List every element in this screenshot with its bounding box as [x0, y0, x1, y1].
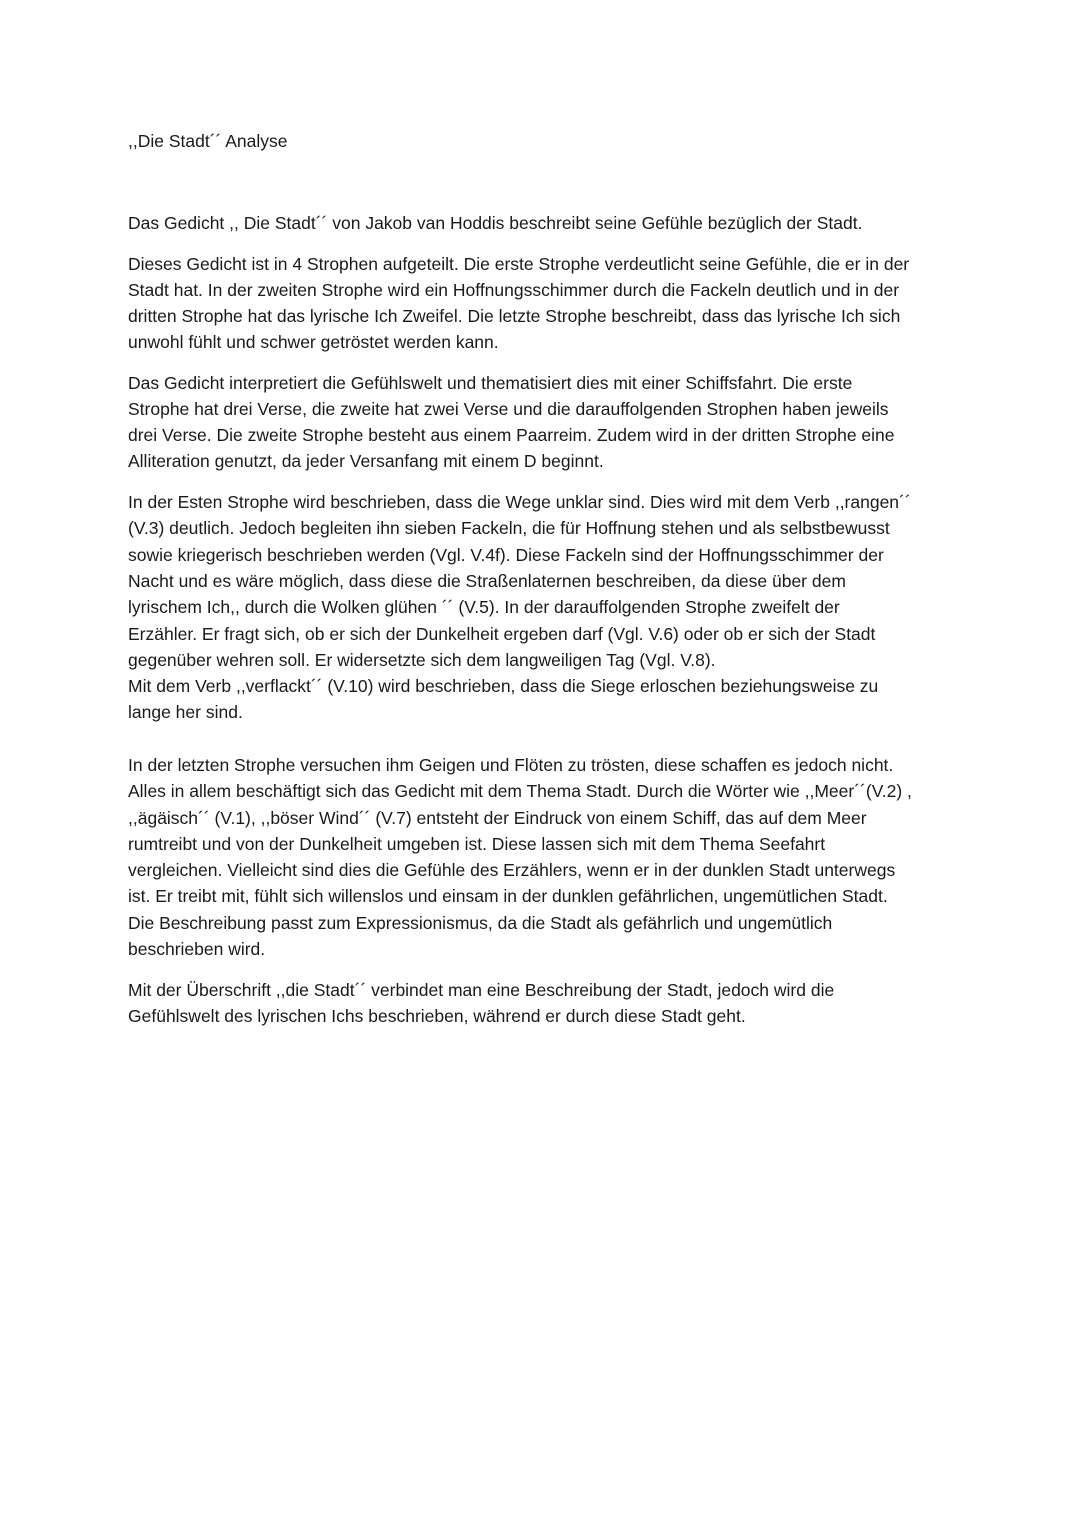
- paragraph-2-line-4: unwohl fühlt und schwer getröstet werden kann.: [128, 332, 499, 352]
- paragraph-4-line-1: In der Esten Strophe wird beschrieben, dass die Wege unklar sind. Dies wird mit dem Verb ,,rangen´´: [128, 492, 911, 512]
- paragraph-5-line-8: beschrieben wird.: [128, 939, 266, 959]
- paragraph-3-line-2: Strophe hat drei Verse, die zweite hat zwei Verse und die darauffolgenden Strophen haben jeweils: [128, 399, 889, 419]
- paragraph-5-line-4: rumtreibt und von der Dunkelheit umgeben ist. Diese lassen sich mit dem Thema Seefahrt: [128, 834, 826, 854]
- paragraph-3-line-1: Das Gedicht interpretiert die Gefühlswelt und thematisiert dies mit einer Schiffsfahrt. Die erste: [128, 373, 853, 393]
- paragraph-3-line-3: drei Verse. Die zweite Strophe besteht aus einem Paarreim. Zudem wird in der dritten Strophe eine: [128, 425, 895, 445]
- paragraph-5-line-7: Die Beschreibung passt zum Expressionismus, da die Stadt als gefährlich und ungemütlich: [128, 913, 833, 933]
- paragraph-6-line-2: Gefühlswelt des lyrischen Ichs beschrieben, während er durch diese Stadt geht.: [128, 1006, 746, 1026]
- document-title: ,,Die Stadt´´ Analyse: [128, 131, 288, 151]
- paragraph-5-line-2: Alles in allem beschäftigt sich das Gedicht mit dem Thema Stadt. Durch die Wörter wie ,,Meer´´(V.2) ,: [128, 781, 912, 801]
- paragraph-5-line-3: ,,ägäisch´´ (V.1), ,,böser Wind´´ (V.7) entsteht der Eindruck von einem Schiff, das auf dem Meer: [128, 808, 867, 828]
- paragraph-1-line-1: Das Gedicht ,, Die Stadt´´ von Jakob van Hoddis beschreibt seine Gefühle bezüglich der Stadt.: [128, 213, 863, 233]
- paragraph-4-line-2: (V.3) deutlich. Jedoch begleiten ihn sieben Fackeln, die für Hoffnung stehen und als selbstbewusst: [128, 518, 890, 538]
- paragraph-4-line-4: Nacht und es wäre möglich, dass diese die Straßenlaternen beschreiben, da diese über dem: [128, 571, 846, 591]
- paragraph-5-line-5: vergleichen. Vielleicht sind dies die Gefühle des Erzählers, wenn er in der dunklen Stadt unterwegs: [128, 860, 896, 880]
- paragraph-4-line-6: Erzähler. Er fragt sich, ob er sich der Dunkelheit ergeben darf (Vgl. V.6) oder ob er sich der Stadt: [128, 624, 876, 644]
- paragraph-2-line-3: dritten Strophe hat das lyrische Ich Zweifel. Die letzte Strophe beschreibt, dass das lyrische Ich sich: [128, 306, 901, 326]
- paragraph-4-line-5: lyrischem Ich,, durch die Wolken glühen ´´ (V.5). In der darauffolgenden Strophe zweifelt der: [128, 597, 840, 617]
- paragraph-4-line-9: lange her sind.: [128, 702, 243, 722]
- paragraph-6-line-1: Mit der Überschrift ,,die Stadt´´ verbindet man eine Beschreibung der Stadt, jedoch wird die: [128, 980, 835, 1000]
- paragraph-4-line-7: gegenüber wehren soll. Er widersetzte sich dem langweiligen Tag (Vgl. V.8).: [128, 650, 716, 670]
- paragraph-5-line-1: In der letzten Strophe versuchen ihm Geigen und Flöten zu trösten, diese schaffen es jedoch nicht.: [128, 755, 894, 775]
- paragraph-4-line-3: sowie kriegerisch beschrieben werden (Vgl. V.4f). Diese Fackeln sind der Hoffnungsschimmer der: [128, 545, 884, 565]
- paragraph-4-line-8: Mit dem Verb ,,verflackt´´ (V.10) wird beschrieben, dass die Siege erloschen beziehungsweise zu: [128, 676, 879, 696]
- paragraph-2-line-1: Dieses Gedicht ist in 4 Strophen aufgeteilt. Die erste Strophe verdeutlicht seine Gefühle, die er in der: [128, 254, 910, 274]
- paragraph-2-line-2: Stadt hat. In der zweiten Strophe wird ein Hoffnungsschimmer durch die Fackeln deutlich und in der: [128, 280, 900, 300]
- paragraph-5-line-6: ist. Er treibt mit, fühlt sich willenslos und einsam in der dunklen gefährlichen, ungemütlichen Stadt.: [128, 886, 888, 906]
- paragraph-3-line-4: Alliteration genutzt, da jeder Versanfang mit einem D beginnt.: [128, 451, 604, 471]
